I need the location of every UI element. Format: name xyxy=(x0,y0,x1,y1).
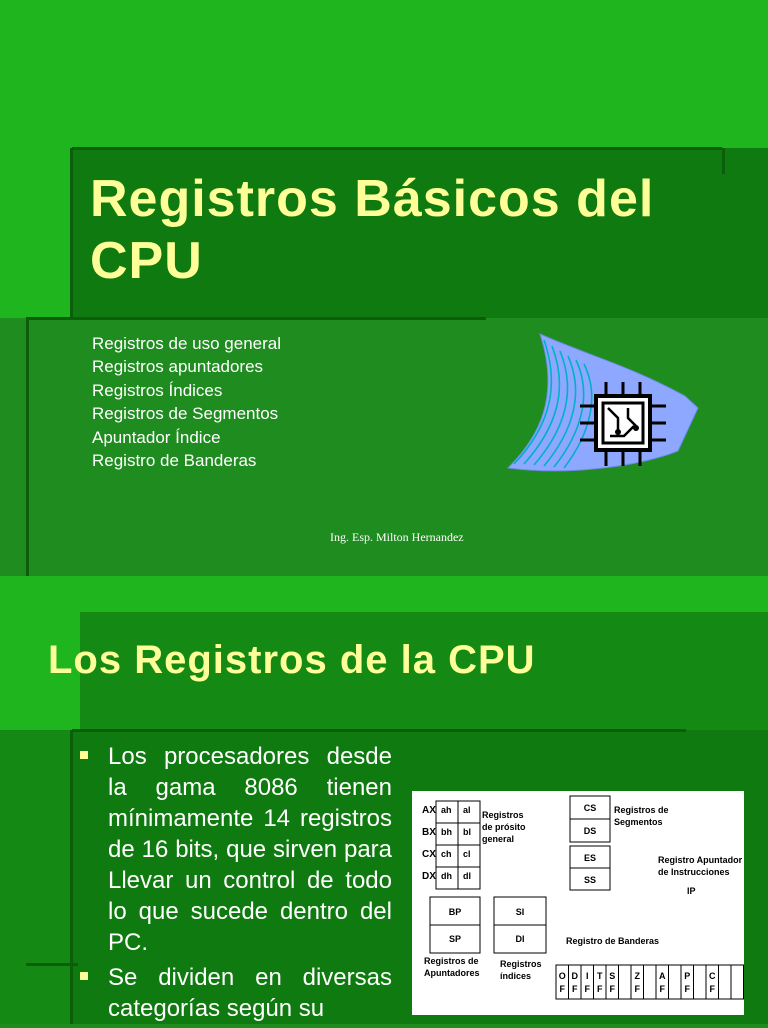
divider-line xyxy=(722,148,725,174)
group-label: Registros xyxy=(482,810,524,820)
register-cell: ah xyxy=(441,805,452,815)
slide-title: Registros Básicos del CPU xyxy=(90,170,655,290)
bright-green-top-band xyxy=(0,576,768,612)
general-registers xyxy=(422,801,526,889)
group-label: Segmentos xyxy=(614,817,663,827)
group-label: índices xyxy=(500,971,532,981)
register-cell: cl xyxy=(463,849,471,859)
divider-line xyxy=(70,148,73,318)
register-cell: bh xyxy=(441,827,452,837)
register-name: AX xyxy=(422,805,436,816)
pointer-registers xyxy=(424,897,480,978)
bright-green-top-band xyxy=(0,0,768,148)
flag-letter: A xyxy=(659,971,666,981)
topic-list xyxy=(92,332,281,472)
bullet-square-icon xyxy=(80,751,88,759)
register-cell: SS xyxy=(583,875,597,885)
flag-letter: F xyxy=(684,984,690,994)
divider-line xyxy=(70,730,73,1024)
flag-letter: F xyxy=(584,984,590,994)
register-cell: BP xyxy=(448,907,462,917)
slide-title: Los Registros de la CPU xyxy=(48,638,536,682)
bright-green-left-block xyxy=(0,0,72,318)
divider-line xyxy=(26,963,78,966)
register-cell: bl xyxy=(463,827,471,837)
index-registers xyxy=(494,897,546,981)
register-cell: dl xyxy=(463,871,471,881)
flag-letter: F xyxy=(609,984,615,994)
list-item: Se dividen en diversas categorías según su xyxy=(78,962,392,1024)
register-cell: DI xyxy=(515,934,525,944)
list-item: Apuntador Índice xyxy=(92,427,221,447)
flag-letter: I xyxy=(585,971,589,981)
flag-letter: F xyxy=(597,984,603,994)
register-cell: SI xyxy=(515,907,525,917)
flag-letter: P xyxy=(684,971,691,981)
register-cell: IP xyxy=(687,886,696,896)
author-credit: Ing. Esp. Milton Hernandez xyxy=(330,530,464,544)
register-name: CX xyxy=(422,849,436,860)
list-item: Los procesadores desde la gama 8086 tienen mínimamente 14 registros de 16 bits, que sirven para Llevar un control de todo lo que sucede dentro del PC. xyxy=(78,741,392,958)
register-cell: ES xyxy=(583,853,597,863)
group-label: Registro de Banderas xyxy=(566,936,660,946)
instruction-pointer xyxy=(658,855,743,896)
flag-letter: C xyxy=(709,971,716,981)
list-item: Registros Índices xyxy=(92,380,223,400)
flag-letter: F xyxy=(634,984,640,994)
list-item: Registros de Segmentos xyxy=(92,404,279,424)
register-name: DX xyxy=(422,871,436,882)
group-label: Registros xyxy=(500,959,542,969)
divider-line xyxy=(72,729,686,732)
group-label: Registros de xyxy=(424,956,479,966)
list-item: Registro de Banderas xyxy=(92,451,257,471)
flag-letter: T xyxy=(597,971,603,981)
group-label: de Instrucciones xyxy=(658,867,730,877)
group-label: general xyxy=(482,834,515,844)
list-item: Registros apuntadores xyxy=(92,357,264,377)
flag-letter: F xyxy=(559,984,565,994)
flag-letter: F xyxy=(709,984,715,994)
register-cell: dh xyxy=(441,871,452,881)
divider-line xyxy=(26,318,29,576)
register-cell: DS xyxy=(583,826,597,836)
register-name: BX xyxy=(422,827,436,838)
bullet-list xyxy=(78,741,392,1028)
cpu-chip-icon xyxy=(500,326,705,511)
flag-letter: D xyxy=(571,971,578,981)
flags-register xyxy=(556,965,744,999)
flag-letter: F xyxy=(572,984,578,994)
divider-line xyxy=(72,147,722,150)
flag-letter: O xyxy=(558,971,566,981)
register-cell: SP xyxy=(448,934,462,944)
segment-registers xyxy=(570,796,669,890)
register-cell: CS xyxy=(583,803,597,813)
group-label: Registro Apuntador xyxy=(658,855,743,865)
flag-letter: S xyxy=(609,971,616,981)
list-item: Registros de uso general xyxy=(92,334,282,353)
register-diagram xyxy=(412,791,744,1015)
flag-letter: F xyxy=(659,984,665,994)
flag-letter: Z xyxy=(634,971,640,981)
register-cell: ch xyxy=(441,849,452,859)
register-cell: al xyxy=(463,805,471,815)
group-label: Registros de xyxy=(614,805,669,815)
divider-line xyxy=(26,317,486,320)
bullet-square-icon xyxy=(80,972,88,980)
group-label: Apuntadores xyxy=(424,968,480,978)
group-label: de prósito xyxy=(482,822,526,832)
